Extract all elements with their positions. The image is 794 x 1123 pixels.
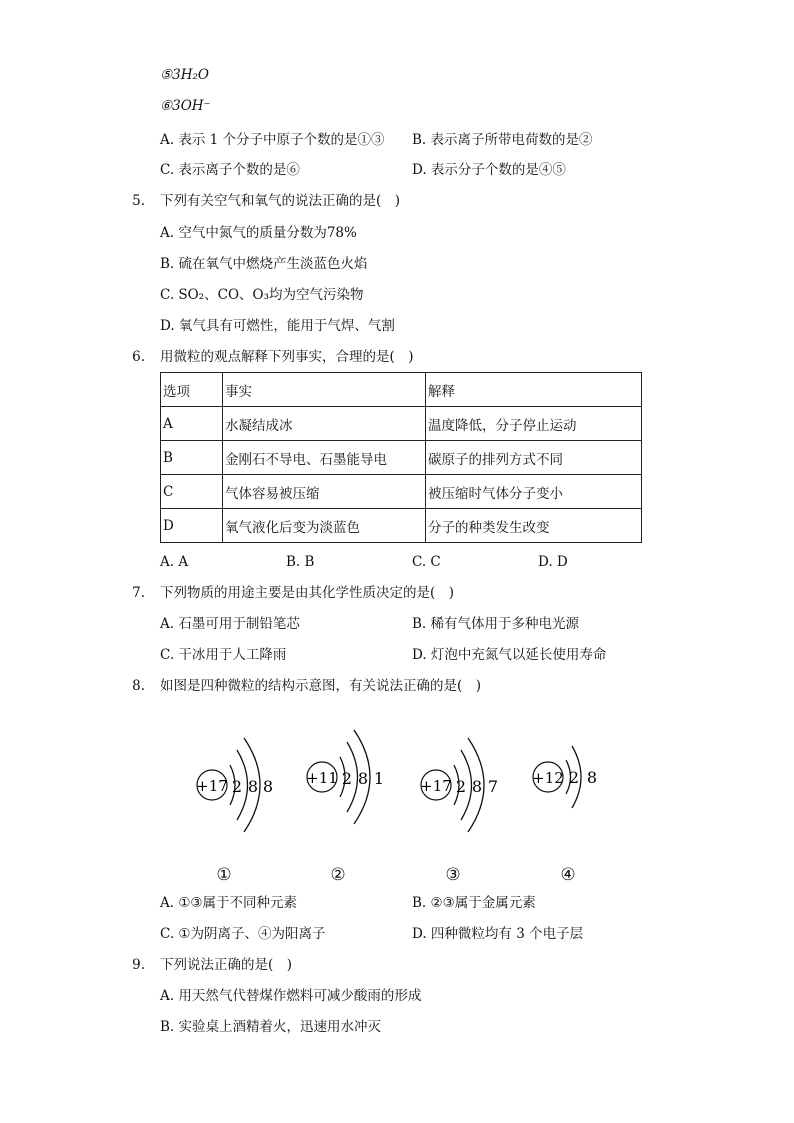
atom-diagram-2 — [304, 722, 424, 832]
table-cell: 被压缩时气体分子变小 — [426, 475, 642, 509]
nucleus-charge: +11 — [306, 769, 338, 787]
q5-option-a: A. 空气中氮气的质量分数为78% — [160, 225, 357, 241]
table-row — [161, 407, 642, 441]
q6-option-d: D. D — [538, 554, 568, 570]
nucleus-charge: +12 — [532, 769, 564, 787]
table-cell: 温度降低，分子停止运动 — [426, 407, 642, 441]
q4-option-b: B. 表示离子所带电荷数的是② — [412, 132, 593, 148]
nucleus-charge: +17 — [196, 777, 228, 795]
table-cell: 碳原子的排列方式不同 — [426, 441, 642, 475]
q7-option-a: A. 石墨可用于制铅笔芯 — [160, 616, 300, 632]
shell-electrons: 2 — [455, 777, 467, 796]
q9-stem: 下列说法正确的是( ) — [160, 957, 293, 973]
shell-electrons: 1 — [373, 769, 385, 788]
shell-electrons: 2 — [231, 777, 243, 796]
table-cell: A — [161, 407, 223, 441]
shell-electrons: 2 — [341, 769, 353, 788]
atom-label-2: ② — [330, 865, 346, 885]
shell-electrons: 8 — [357, 769, 369, 788]
table-header-cell: 选项 — [161, 373, 223, 407]
table-cell: 氧气液化后变为淡蓝色 — [223, 509, 426, 543]
table-row — [161, 509, 642, 543]
shell-electrons: 2 — [568, 768, 580, 787]
atom-label-3: ③ — [445, 865, 461, 885]
item-5: ⑤3H₂O — [160, 67, 209, 83]
q6-option-c: C. C — [412, 554, 441, 570]
nucleus-charge: +17 — [420, 777, 452, 795]
q4-option-d: D. 表示分子个数的是④⑤ — [412, 162, 566, 178]
shell-electrons: 8 — [247, 777, 259, 796]
table-cell: 气体容易被压缩 — [223, 475, 426, 509]
item-6: ⑥3OH⁻ — [160, 98, 211, 114]
table-header-cell: 解释 — [426, 373, 642, 407]
atom-diagram-1 — [194, 730, 314, 840]
q5-number: 5. — [132, 193, 145, 209]
shell-electrons: 8 — [262, 777, 274, 796]
q7-stem: 下列物质的用途主要是由其化学性质决定的是( ) — [160, 585, 455, 601]
table-cell: 分子的种类发生改变 — [426, 509, 642, 543]
table-row — [161, 475, 642, 509]
q5-stem: 下列有关空气和氧气的说法正确的是( ) — [160, 193, 401, 209]
q5-option-b: B. 硫在氧气中燃烧产生淡蓝色火焰 — [160, 256, 368, 272]
atom-diagram-4 — [530, 722, 650, 832]
q7-option-c: C. 干冰用于人工降雨 — [160, 647, 287, 663]
q8-number: 8. — [132, 678, 145, 694]
table-row — [161, 441, 642, 475]
q6-table — [160, 372, 642, 543]
table-header-row — [161, 373, 642, 407]
q9-option-b: B. 实验桌上酒精着火，迅速用水冲灭 — [160, 1019, 382, 1035]
table-cell: 水凝结成冰 — [223, 407, 426, 441]
shell-electrons: 8 — [586, 768, 598, 787]
q7-option-d: D. 灯泡中充氮气以延长使用寿命 — [412, 647, 607, 663]
shell-electrons: 7 — [487, 777, 499, 796]
table-cell: B — [161, 441, 223, 475]
q8-stem: 如图是四种微粒的结构示意图，有关说法正确的是( ) — [160, 678, 482, 694]
q5-option-c: C. SO₂、CO、O₃均为空气污染物 — [160, 287, 364, 303]
q7-option-b: B. 稀有气体用于多种电光源 — [412, 616, 580, 632]
q4-option-c: C. 表示离子个数的是⑥ — [160, 162, 300, 178]
q6-number: 6. — [132, 349, 145, 365]
q8-option-c: C. ①为阴离子、④为阳离子 — [160, 926, 326, 942]
q9-number: 9. — [132, 957, 145, 973]
table-cell: 金刚石不导电、石墨能导电 — [223, 441, 426, 475]
q7-number: 7. — [132, 585, 145, 601]
atom-diagram-3 — [418, 730, 538, 840]
q8-option-d: D. 四种微粒均有 3 个电子层 — [412, 926, 584, 942]
shell-electrons: 8 — [471, 777, 483, 796]
q9-option-a: A. 用天然气代替煤作燃料可减少酸雨的形成 — [160, 988, 422, 1004]
q6-stem: 用微粒的观点解释下列事实，合理的是( ) — [160, 349, 414, 365]
table-cell: D — [161, 509, 223, 543]
q4-option-a: A. 表示 1 个分子中原子个数的是①③ — [160, 132, 385, 148]
q8-option-b: B. ②③属于金属元素 — [412, 895, 536, 911]
q5-option-d: D. 氧气具有可燃性，能用于气焊、气割 — [160, 318, 395, 334]
atom-label-4: ④ — [560, 865, 576, 885]
q8-option-a: A. ①③属于不同种元素 — [160, 895, 298, 911]
table-header-cell: 事实 — [223, 373, 426, 407]
atom-label-1: ① — [216, 865, 232, 885]
q6-option-a: A. A — [160, 554, 189, 570]
table-cell: C — [161, 475, 223, 509]
q6-option-b: B. B — [286, 554, 315, 570]
